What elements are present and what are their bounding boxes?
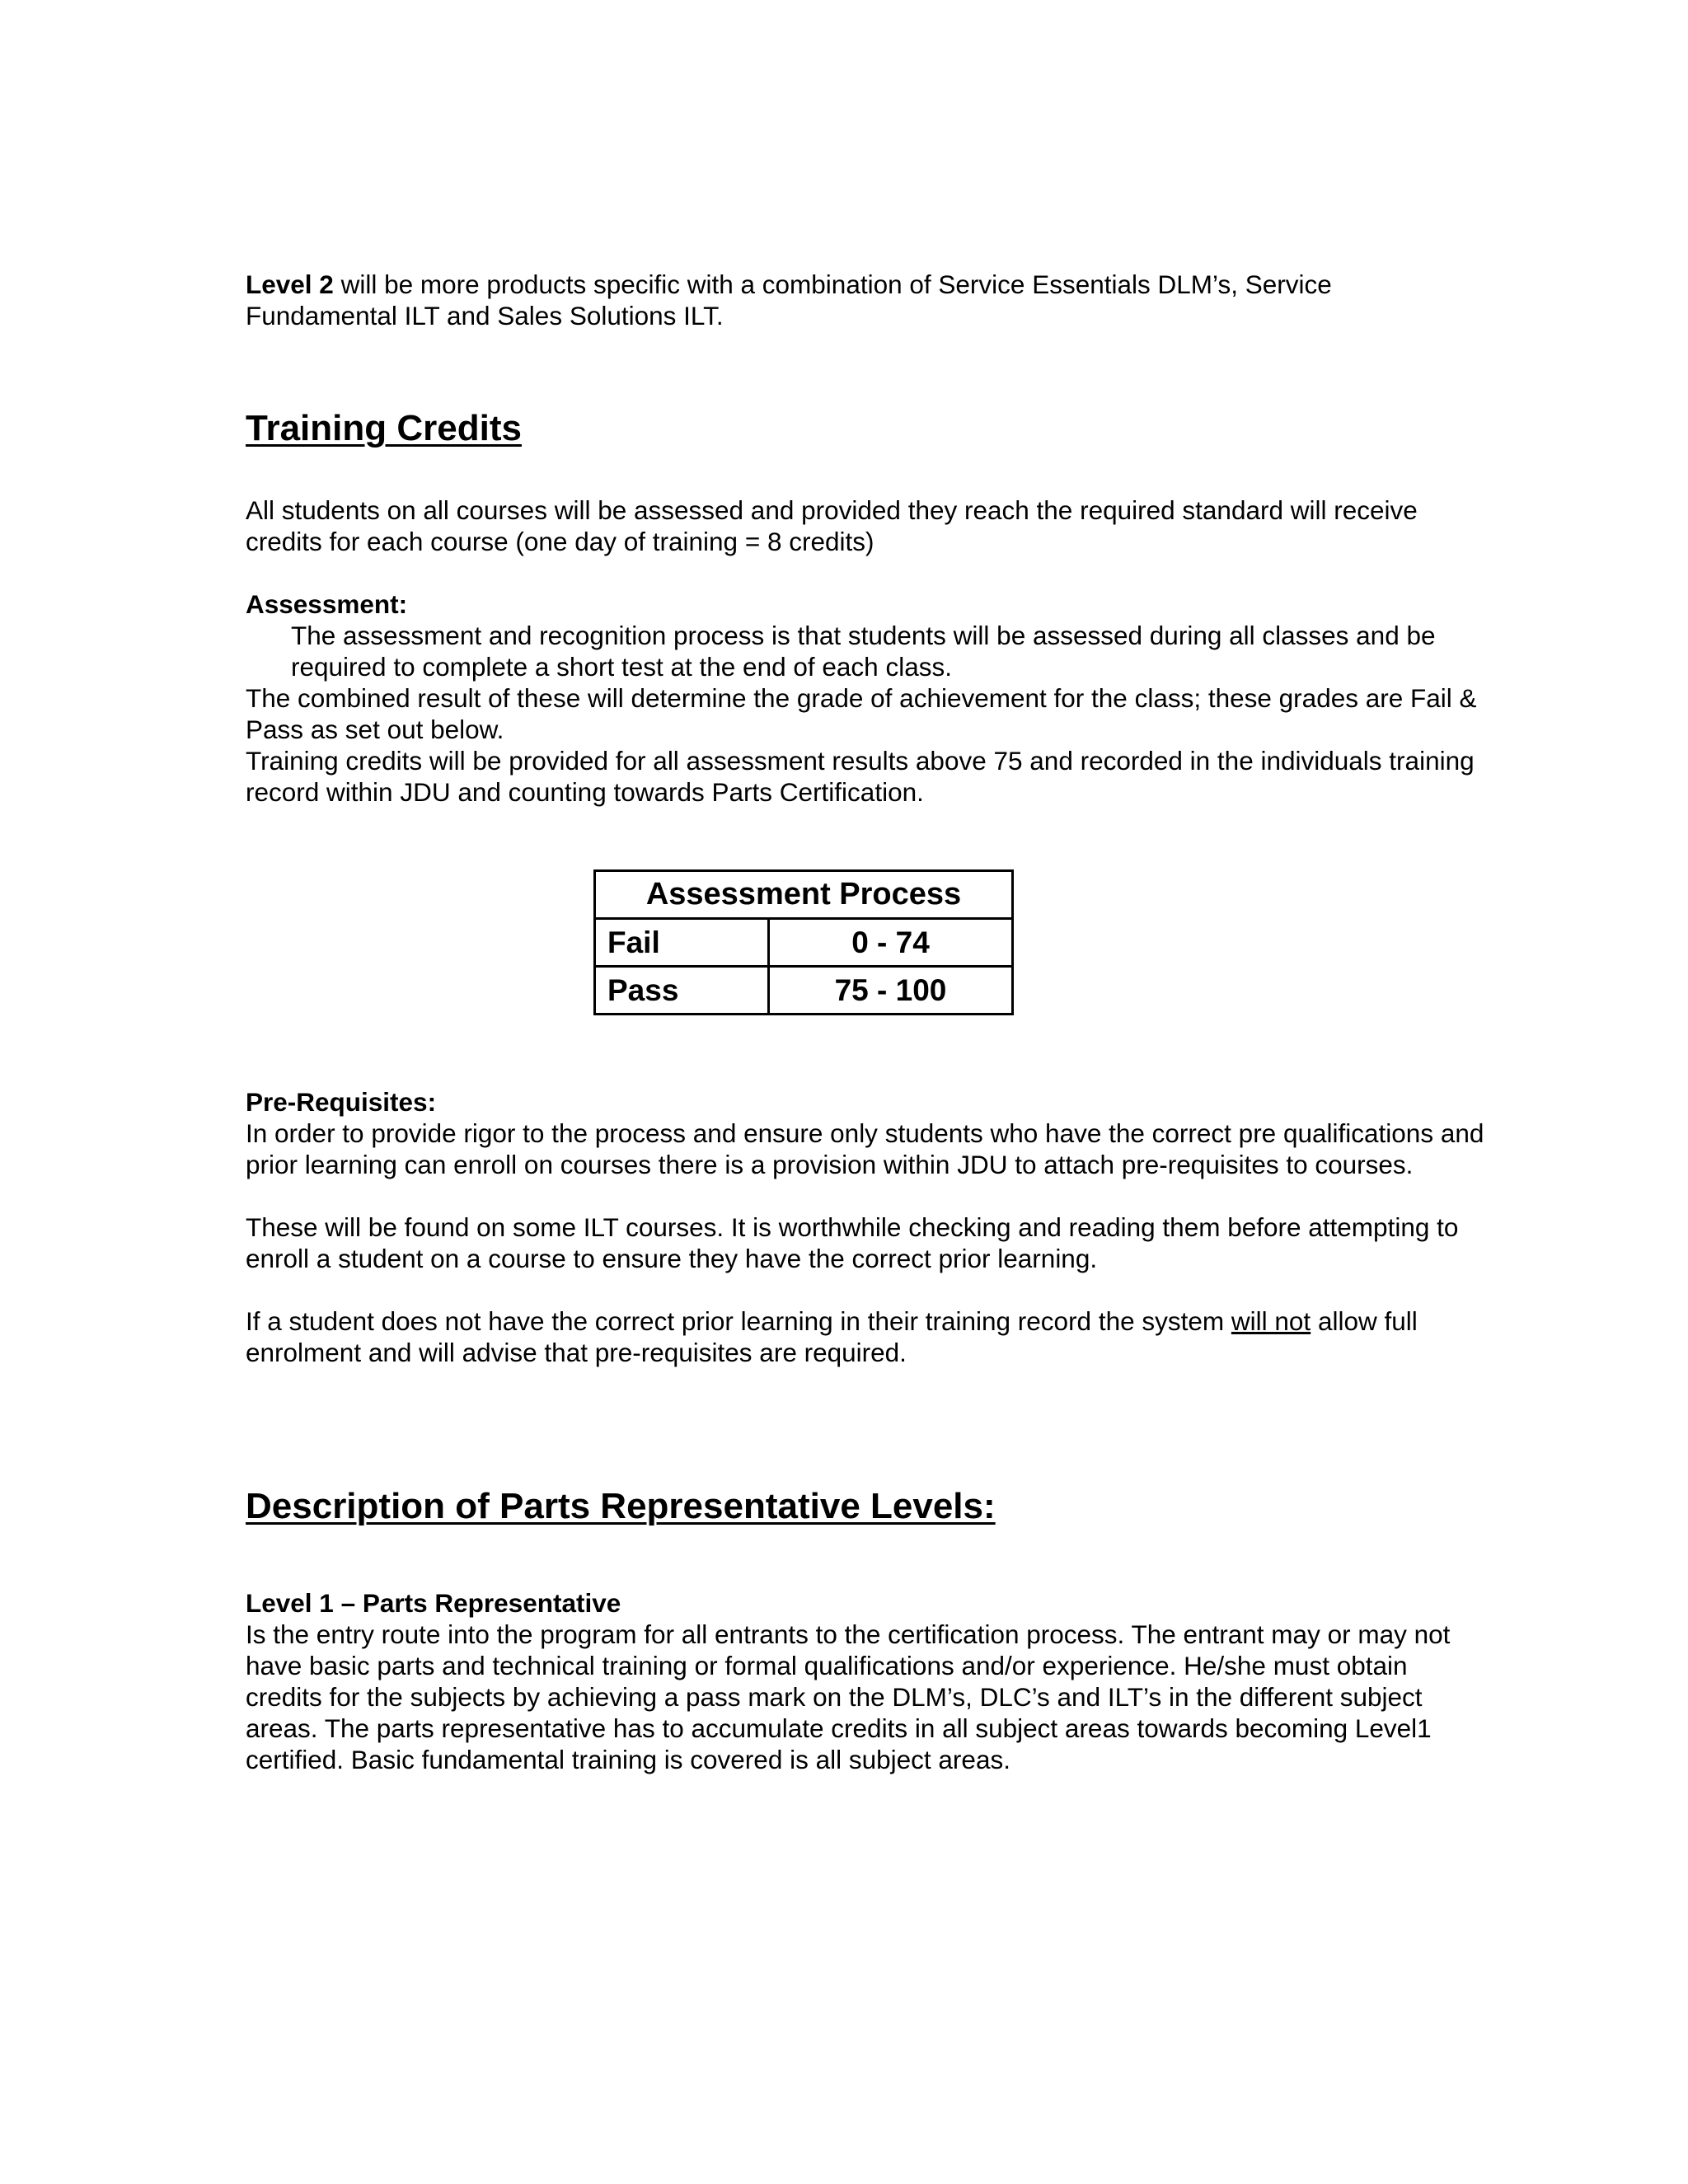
assessment-process-table [593, 869, 1014, 1015]
table-title: Assessment Process [595, 871, 1013, 919]
prerequisites-section [246, 1086, 1490, 1368]
training-credits-text: All students on all courses will be assessed and provided they reach the required standard will receive credits for each course (one day of training = 8 credits) [246, 495, 1418, 556]
assessment-line2: The combined result of these will determine the grade of achievement for the class; these grades are Fail & Pass as set out below. [246, 683, 1477, 744]
level1-section [246, 1587, 1490, 1775]
paragraph3-before: If a student does not have the correct prior learning in their training record the system [246, 1306, 1231, 1336]
level1-title: Level 1 – Parts Representative [246, 1588, 621, 1618]
assessment-section [246, 588, 1490, 808]
table-row [595, 919, 1013, 967]
levels-heading: Description of Parts Representative Levels: [246, 1486, 996, 1526]
prerequisites-paragraph1: In order to provide rigor to the process and ensure only students who have the correct pre qualifications and prior learning can enroll on courses there is a provision within JDU to attach pre-requisites to courses. [246, 1118, 1484, 1179]
level2-intro [246, 269, 1490, 331]
level2-label: Level 2 [246, 269, 334, 299]
prerequisites-paragraph2: These will be found on some ILT courses. It is worthwhile checking and reading them before attempting to enroll a student on a course to ensure they have the correct prior learning. [246, 1212, 1459, 1273]
table-header-row [595, 871, 1013, 919]
assessment-label: Assessment: [246, 589, 408, 619]
assessment-line1 [246, 620, 1490, 682]
paragraph3-after: allow full enrolment and will advise that pre-requisites are required. [246, 1306, 1418, 1367]
assessment-line1-text: The assessment and recognition process is that students will be assessed during all classes and be required to complete a short test at the end of each class. [291, 621, 1436, 682]
training-credits-paragraph [246, 494, 1490, 557]
prerequisites-paragraph3 [246, 1305, 1490, 1368]
paragraph3-underlined: will not [1231, 1306, 1311, 1336]
table-row [595, 967, 1013, 1015]
level1-text: Is the entry route into the program for all entrants to the certification process. The entrant may or may not have basic parts and technical training or formal qualifications and/or experience. He/she must obtain credits for the subjects by achieving a pass mark on the DLM’s, DLC’s and ILT’s in the different subject areas. The parts representative has to accumulate credits in all subject areas towards becoming Level1 certified. Basic fundamental training is covered is all subject areas. [246, 1619, 1451, 1774]
prerequisites-label: Pre-Requisites: [246, 1087, 437, 1117]
assessment-line3: Training credits will be provided for all assessment results above 75 and recorded in the individuals training record within JDU and counting towards Parts Certification. [246, 746, 1475, 807]
grade-fail: Fail [595, 919, 769, 967]
level2-text: will be more products specific with a combination of Service Essentials DLM’s, Service Fundamental ILT and Sales Solutions ILT. [246, 269, 1332, 330]
training-credits-heading: Training Credits [246, 408, 522, 448]
range-fail: 0 - 74 [769, 919, 1013, 967]
range-pass: 75 - 100 [769, 967, 1013, 1015]
grade-pass: Pass [595, 967, 769, 1015]
